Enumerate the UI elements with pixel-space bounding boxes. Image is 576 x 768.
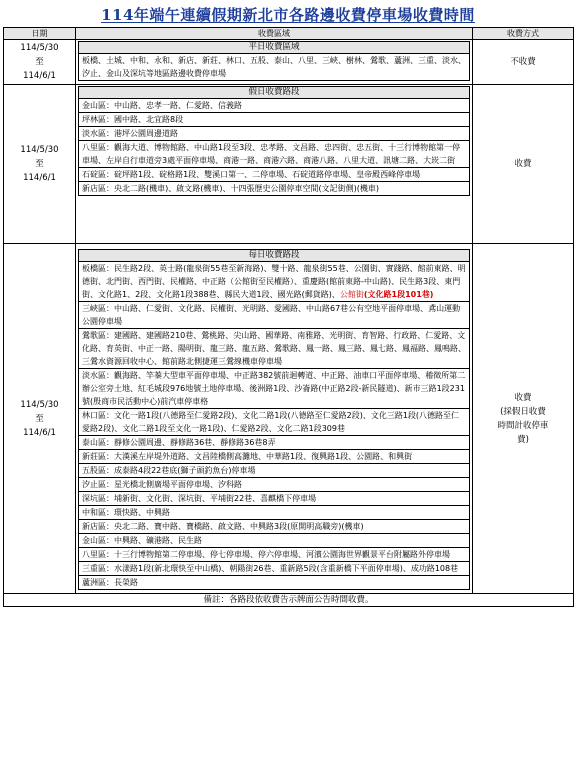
method-cell: 不收費 [473,40,574,85]
header-area: 收費區域 [76,28,473,40]
list-item: 新店區：央北二路、寶中路、寶橋路、啟文路、中興路3段(原開明高職旁)(機車) [78,520,470,534]
list-item: 淡水區：港坪公園周邊道路 [78,127,470,141]
section-title: 假日收費路段 [78,86,470,99]
list-item: 泰山區：靜修公園周邊、靜修路36巷、靜修路36巷8弄 [78,436,470,450]
area-cell [76,40,473,85]
date-to: 至 [35,413,44,424]
list-item [78,262,470,302]
note: 備註：各路段依收費告示牌面公告時間收費。 [4,594,574,607]
list-item: 八里區：十三行博物館第二停車場、停七停車場、停六停車場、河濱公園海世界觀景平台附屬路外停車場 [78,548,470,562]
method-cell [473,244,574,594]
area-cell [76,85,473,244]
method-line: (採假日收費 [500,406,546,417]
table-header-row [4,28,574,40]
method-line: 收費 [514,392,532,403]
row-text: 板橋區：民生路2段、英士路(龍泉街55巷至新海路)、雙十路、龍泉街55巷、公園街、實踐路、館前東路、明德街、北門街、西門街、民權路、中正路（公館街至民權路）、重慶路(館前東路-中山路)、民生路3段、東門街、文化路1、2段、文化路1段388巷、縣民大道1段、國光路(郵貨路)、 [82,264,466,299]
section-title: 每日收費路段 [78,249,470,262]
parking-fee-table [3,27,574,607]
date-cell [4,40,76,85]
method-line: 費) [517,434,529,445]
highlight-text: 公館街 [339,290,364,299]
date-start: 114/5/30 [20,43,59,53]
list-item: 中和區：環快路、中興路 [78,506,470,520]
list-item: 新莊區：大漢溪左岸堤外道路、文昌陸橋側高灘地、中華路1段、復興路1段、公園路、和興街 [78,450,470,464]
method-cell: 收費 [473,85,574,244]
method-line: 時間計收停車 [497,420,549,431]
list-item: 淡水區：觀海路、竿蓁大型車平面停車場、中正路382號前迴轉道、中正路、油車口平面停車場、稽徵所第二辦公室旁土地、紅毛城段976地號土地停車場、後洲路1段、沙崙路(中正路2段-新民隧道)、新市三路1段231號(殷商市民活動中心)前汽車停車格 [78,369,470,409]
list-item: 新店區：央北二路(機車)、啟文路(機車)、十四張歷史公園停車空間(文記街側)(機車) [78,182,470,196]
date-end: 114/6/1 [23,427,56,438]
list-item: 深坑區：埔新街、文化街、深坑街、平埔街22巷、喜麒橋下停車場 [78,492,470,506]
area-text: 板橋、土城、中和、永和、新店、新莊、林口、五股、泰山、八里、三峽、樹林、鶯歌、蘆洲、三重、淡水、汐止、金山及深坑等地區路邊收費停車場 [78,54,470,81]
table-row [4,85,574,244]
section-title: 平日收費區域 [78,41,470,54]
list-item: 鶯歌區：建國路、建國路210巷、鶯桃路、尖山路、國華路、南雅路、光明街、育智路、行政路、仁愛路、文化路、育英街、中正一路、陽明街、龍三路、龍五路、鶯歌路、鳳一路、鳳三路、鳳七路、鳳福路、鳳鳴路、三鶯水資源回收中心、館前路北側捷運三鶯線機車停車場 [78,329,470,369]
table-row [4,40,574,85]
area-cell [76,244,473,594]
list-item: 石碇區：碇坪路1段、碇格路1段、雙溪口第一、二停車場、石碇道路停車場、皇帝殿西峰停車場 [78,168,470,182]
date-end: 114/6/1 [23,173,56,183]
date-end: 114/6/1 [23,71,56,81]
header-date: 日期 [4,28,76,40]
list-item: 林口區：文化一路1段(八德路至仁愛路2段)、文化二路1段(八德路至仁愛路2段)、文化三路1段(八德路至仁愛路2段)、文化二路1段至文化一路1段)、仁愛路2段、文化二路1段309巷 [78,409,470,436]
date-start: 114/5/30 [20,399,59,410]
note-row [4,594,574,607]
date-start: 114/5/30 [20,145,59,155]
list-item: 三重區：水漾路1段(新北環快至中山橋)、朝陽街26巷、重新路5段(含重新橋下平面停車場)、成功路108巷 [78,562,470,576]
list-item: 坪林區：國中路、北宜路8段 [78,113,470,127]
list-item: 三峽區：中山路、仁愛街、文化路、民權街、光明路、愛國路、中山路67巷公有空地平面停車場、鳶山運動公園停車場 [78,302,470,329]
date-cell [4,85,76,244]
header-method: 收費方式 [473,28,574,40]
highlight-bold-text: (文化路1段101巷) [363,290,434,299]
date-to: 至 [35,57,44,67]
date-cell [4,244,76,594]
list-item: 蘆洲區：長榮路 [78,576,470,590]
page-title: 114年端午連續假期新北市各路邊收費停車場收費時間 [101,6,475,24]
list-item: 汐止區：星光橋北側廣場平面停車場、汐科路 [78,478,470,492]
list-item: 金山區：中興路、礦港路、民生路 [78,534,470,548]
list-item: 五股區：成泰路4段22巷底(獅子頭釣魚台)停車場 [78,464,470,478]
list-item: 金山區：中山路、忠孝一路、仁愛路、信義路 [78,99,470,113]
table-row [4,244,574,594]
list-item: 八里區：觀海大道、博物館路、中山路1段至3段、忠孝路、文昌路、忠四街、忠五街、十三行博物館第一停車場、左岸自行車道旁3處平面停車場、商港一路、商港六路、商港八路、八里大道、訊塘二路、大崁二街 [78,141,470,168]
date-to: 至 [35,159,44,169]
